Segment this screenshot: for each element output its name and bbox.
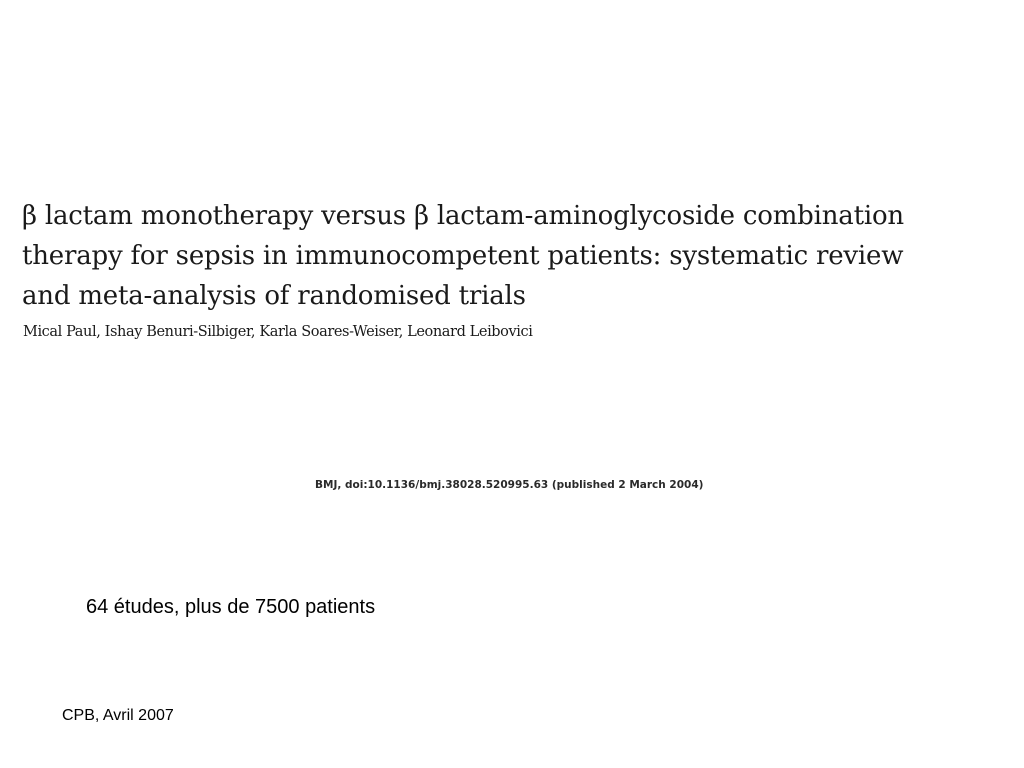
article-title-line-2: therapy for sepsis in immunocompetent patients: systematic review bbox=[22, 241, 904, 271]
study-summary: 64 études, plus de 7500 patients bbox=[86, 596, 376, 618]
article-authors: Mical Paul, Ishay Benuri-Silbiger, Karla Soares-Weiser, Leonard Leibovici bbox=[23, 324, 533, 340]
slide-footer: CPB, Avril 2007 bbox=[62, 707, 174, 724]
article-title-line-1: β lactam monotherapy versus β lactam-aminoglycoside combination bbox=[22, 201, 904, 231]
article-citation: BMJ, doi:10.1136/bmj.38028.520995.63 (published 2 March 2004) bbox=[315, 479, 704, 491]
article-title bbox=[22, 196, 1012, 316]
article-title-line-3: and meta-analysis of randomised trials bbox=[22, 281, 526, 311]
